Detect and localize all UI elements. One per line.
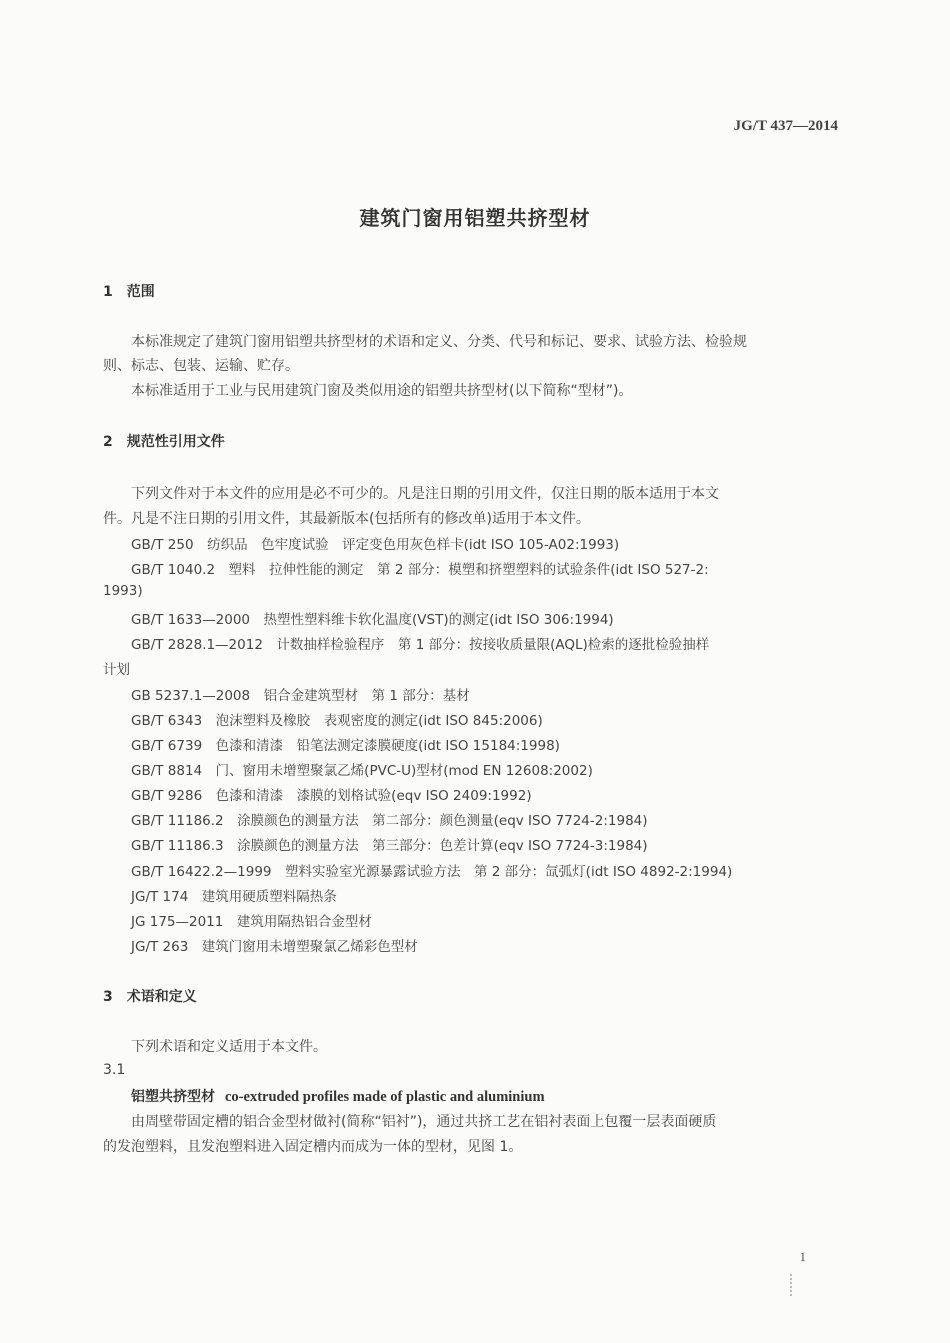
reference-code: GB/T 8814 [131, 763, 203, 779]
reference-text: 建筑用硬质塑料隔热条 [201, 889, 337, 905]
reference-code: GB 5237.1—2008 [131, 688, 251, 704]
reference-item [131, 935, 418, 955]
reference-item [131, 633, 709, 653]
reference-code: GB/T 9286 [131, 788, 203, 804]
term-definition-line-1: 由周壁带固定槽的铝合金型材做衬(简称“铝衬”)，通过共挤工艺在铝衬表面上包覆一层表面硬质 [131, 1114, 717, 1130]
reference-code: GB/T 11186.3 [131, 838, 224, 854]
reference-item [131, 709, 543, 729]
reference-code: JG 175—2011 [131, 914, 224, 930]
reference-text: 铝合金建筑型材 第 1 部分：基材 [263, 688, 470, 704]
reference-item [131, 910, 372, 930]
section-1-paragraph-1-line-2: 则、标志、包装、运输、贮存。 [103, 358, 299, 374]
reference-code: JG/T 174 [131, 889, 189, 905]
reference-item [131, 558, 709, 578]
reference-code: GB/T 16422.2—1999 [131, 864, 272, 880]
scan-mark [790, 1274, 794, 1296]
reference-continuation: 1993) [103, 583, 143, 599]
reference-text: 建筑门窗用未增塑聚氯乙烯彩色型材 [201, 939, 418, 955]
reference-code: GB/T 2828.1—2012 [131, 637, 263, 653]
reference-item [131, 885, 337, 905]
standard-number: JG/T 437—2014 [733, 118, 838, 134]
reference-item [131, 684, 470, 704]
reference-item [131, 834, 648, 854]
reference-code: GB/T 6343 [131, 713, 203, 729]
section-2-heading: 2 规范性引用文件 [103, 434, 225, 450]
reference-item [131, 860, 732, 880]
reference-item [131, 784, 532, 804]
document-title: 建筑门窗用铝塑共挤型材 [359, 206, 591, 230]
section-3-intro: 下列术语和定义适用于本文件。 [131, 1039, 327, 1055]
reference-text: 涂膜颜色的测量方法 第二部分：颜色测量(eqv ISO 7724-2:1984) [237, 813, 648, 829]
reference-text: 泡沫塑料及橡胶 表观密度的测定(idt ISO 845:2006) [215, 713, 543, 729]
reference-text: 门、窗用未增塑聚氯乙烯(PVC-U)型材(mod EN 12608:2002) [215, 763, 593, 779]
reference-code: GB/T 250 [131, 537, 194, 553]
reference-item [131, 533, 619, 553]
reference-text: 涂膜颜色的测量方法 第三部分：色差计算(eqv ISO 7724-3:1984) [237, 838, 648, 854]
reference-text: 热塑性塑料维卡软化温度(VST)的测定(idt ISO 306:1994) [263, 612, 614, 628]
reference-item [131, 809, 648, 829]
reference-item [131, 734, 560, 754]
reference-code: GB/T 6739 [131, 738, 203, 754]
reference-code: GB/T 11186.2 [131, 813, 224, 829]
reference-item [131, 608, 614, 628]
section-1-paragraph-1-line-1: 本标准规定了建筑门窗用铝塑共挤型材的术语和定义、分类、代号和标记、要求、试验方法、检验规 [131, 334, 747, 350]
reference-continuation: 计划 [103, 662, 130, 678]
term-number: 3.1 [103, 1062, 126, 1078]
section-1-paragraph-2: 本标准适用于工业与民用建筑门窗及类似用途的铝塑共挤型材(以下简称“型材”)。 [131, 383, 633, 399]
reference-code: GB/T 1633—2000 [131, 612, 251, 628]
section-2-intro-line-1: 下列文件对于本文件的应用是必不可少的。凡是注日期的引用文件，仅注日期的版本适用于本文 [131, 486, 719, 502]
reference-text: 塑料实验室光源暴露试验方法 第 2 部分：氙弧灯(idt ISO 4892-2:1994) [285, 864, 733, 880]
term-chinese: 铝塑共挤型材 [131, 1089, 215, 1105]
reference-item [131, 759, 593, 779]
section-1-heading: 1 范围 [103, 284, 155, 300]
term-definition-line-2: 的发泡塑料，且发泡塑料进入固定槽内而成为一体的型材，见图 1。 [103, 1139, 523, 1155]
section-3-heading: 3 术语和定义 [103, 989, 197, 1005]
reference-text: 塑料 拉伸性能的测定 第 2 部分：模塑和挤塑塑料的试验条件(idt ISO 527-2: [228, 562, 709, 578]
section-2-intro-line-2: 件。凡是不注日期的引用文件，其最新版本(包括所有的修改单)适用于本文件。 [103, 511, 590, 527]
term-entry [131, 1086, 545, 1106]
term-english: co-extruded profiles made of plastic and aluminium [225, 1089, 545, 1105]
page-number: 1 [799, 1249, 806, 1264]
reference-text: 纺织品 色牢度试验 评定变色用灰色样卡(idt ISO 105-A02:1993) [207, 537, 620, 553]
reference-code: GB/T 1040.2 [131, 562, 216, 578]
reference-code: JG/T 263 [131, 939, 189, 955]
reference-text: 色漆和清漆 铅笔法测定漆膜硬度(idt ISO 15184:1998) [215, 738, 560, 754]
reference-text: 色漆和清漆 漆膜的划格试验(eqv ISO 2409:1992) [215, 788, 532, 804]
reference-text: 计数抽样检验程序 第 1 部分：按接收质量限(AQL)检索的逐批检验抽样 [276, 637, 710, 653]
reference-text: 建筑用隔热铝合金型材 [236, 914, 372, 930]
